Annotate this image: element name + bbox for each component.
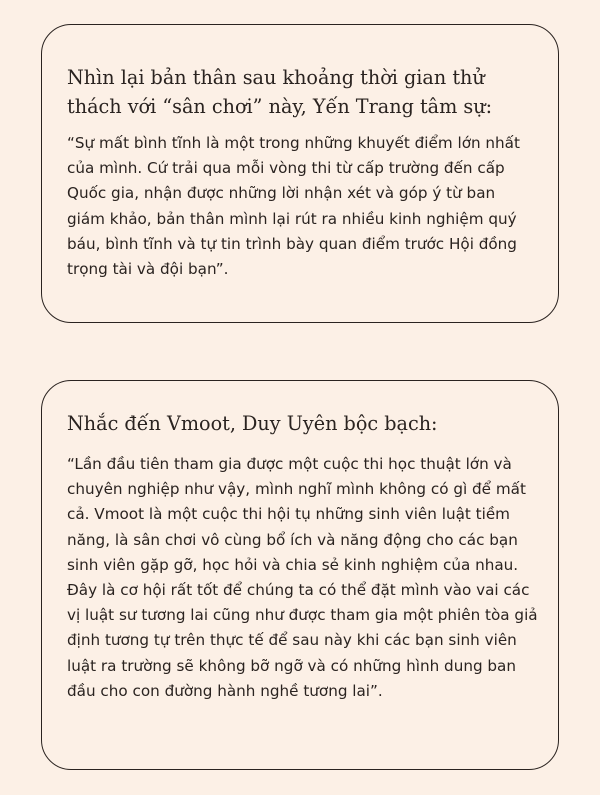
card-quote: “Lần đầu tiên tham gia được một cuộc thi học thuật lớn và chuyên nghiệp như vậy, mình nghĩ mình không có gì để mất cả. Vmoot là một cuộc thi hội tụ những sinh viên luật tiềm năng, là sân chơi vô cùng bổ ích và năng động cho các bạn sinh viên gặp gỡ, học hỏi và chia sẻ kinh nghiệm của nhau. Đây là cơ hội rất tốt để chúng ta có thể đặt mình vào vai các vị luật sư tương lai cũng như được tham gia một phiên tòa giả định tương tự trên thực tế để sau này khi các bạn sinh viên luật ra trường sẽ không bỡ ngỡ và có những hình dung ban đầu cho con đường hành nghề tương lai”. (67, 455, 538, 700)
card-quote: “Sự mất bình tĩnh là một trong những khuyết điểm lớn nhất của mình. Cứ trải qua mỗi vòng thi từ cấp trường đến cấp Quốc gia, nhận được những lời nhận xét và góp ý từ ban giám khảo, bản thân mình lại rút ra nhiều kinh nghiệm quý báu, bình tĩnh và tự tin trình bày quan điểm trước Hội đồng trọng tài và đội bạn”. (67, 134, 520, 279)
card-title: Nhắc đến Vmoot, Duy Uyên bộc bạch: (67, 412, 438, 435)
quote-card-yen-trang (41, 24, 559, 323)
quote-card-duy-uyen (41, 380, 559, 770)
card-title: Nhìn lại bản thân sau khoảng thời gian thử thách với “sân chơi” này, Yến Trang tâm sự: (67, 66, 493, 118)
